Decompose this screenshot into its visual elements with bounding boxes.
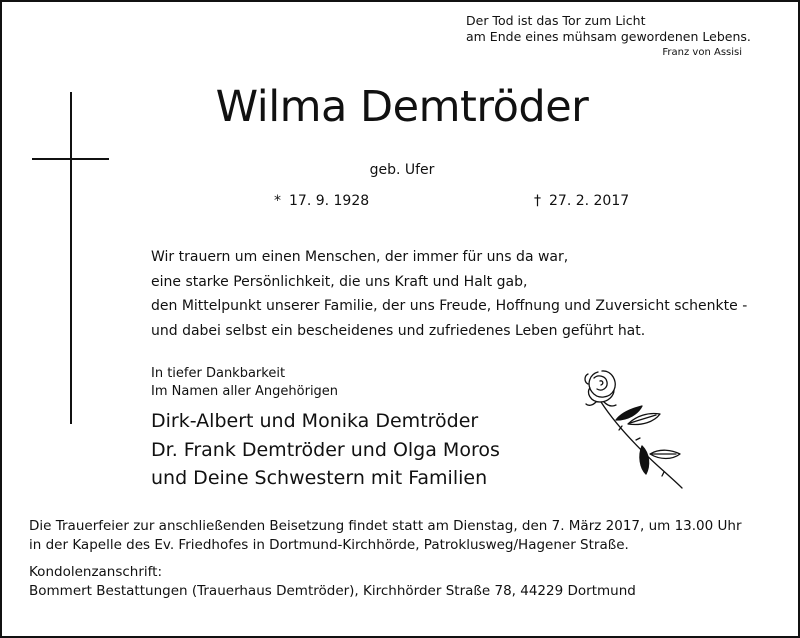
memorial-line: und dabei selbst ein bescheidenes und zufriedenes Leben geführt hat.	[151, 322, 646, 339]
thanks-block	[151, 365, 338, 401]
death-date-value: 27. 2. 2017	[549, 193, 630, 209]
condolence-address-block	[29, 563, 636, 600]
condolence-address: Bommert Bestattungen (Trauerhaus Demtröder), Kirchhörder Straße 78, 44229 Dortmund	[29, 582, 636, 599]
quote-line-1: Der Tod ist das Tor zum Licht	[466, 13, 646, 28]
funeral-notice	[29, 517, 742, 554]
birth-date	[274, 193, 369, 209]
signer-line: und Deine Schwestern mit Familien	[151, 467, 488, 489]
death-dagger-icon: †	[534, 193, 541, 209]
maiden-name: geb. Ufer	[369, 162, 435, 178]
thanks-line-2: Im Namen aller Angehörigen	[151, 384, 339, 399]
funeral-line-2: in der Kapelle des Ev. Friedhofes in Dortmund-Kirchhörde, Patroklusweg/Hagener Straße.	[29, 536, 629, 553]
thanks-line-1: In tiefer Dankbarkeit	[151, 366, 286, 381]
memorial-line: eine starke Persönlichkeit, die uns Kraft und Halt gab,	[151, 273, 528, 290]
cross-vertical-bar	[70, 92, 72, 424]
memorial-line: den Mittelpunkt unserer Familie, der uns Freude, Hoffnung und Zuversicht schenkte -	[151, 298, 748, 314]
memorial-text	[151, 245, 747, 343]
death-date	[534, 193, 629, 209]
birth-date-value: 17. 9. 1928	[289, 193, 370, 209]
birth-star-icon: *	[274, 193, 281, 209]
epigraph-quote	[466, 13, 751, 45]
deceased-name: Wilma Demtröder	[215, 82, 589, 132]
condolence-label: Kondolenzanschrift:	[29, 564, 163, 580]
funeral-line-1: Die Trauerfeier zur anschließenden Beisetzung findet statt am Dienstag, den 7. März 2017, um 13.00 Uhr	[29, 518, 742, 534]
cross-horizontal-bar	[32, 158, 109, 160]
quote-author: Franz von Assisi	[662, 47, 742, 58]
signers-block	[151, 407, 500, 493]
quote-line-2: am Ende eines mühsam gewordenen Lebens.	[466, 29, 751, 44]
signer-line: Dr. Frank Demtröder und Olga Moros	[151, 438, 500, 461]
signer-line: Dirk-Albert und Monika Demtröder	[151, 410, 479, 432]
memorial-line: Wir trauern um einen Menschen, der immer für uns da war,	[151, 249, 569, 265]
rose-icon	[576, 362, 696, 492]
